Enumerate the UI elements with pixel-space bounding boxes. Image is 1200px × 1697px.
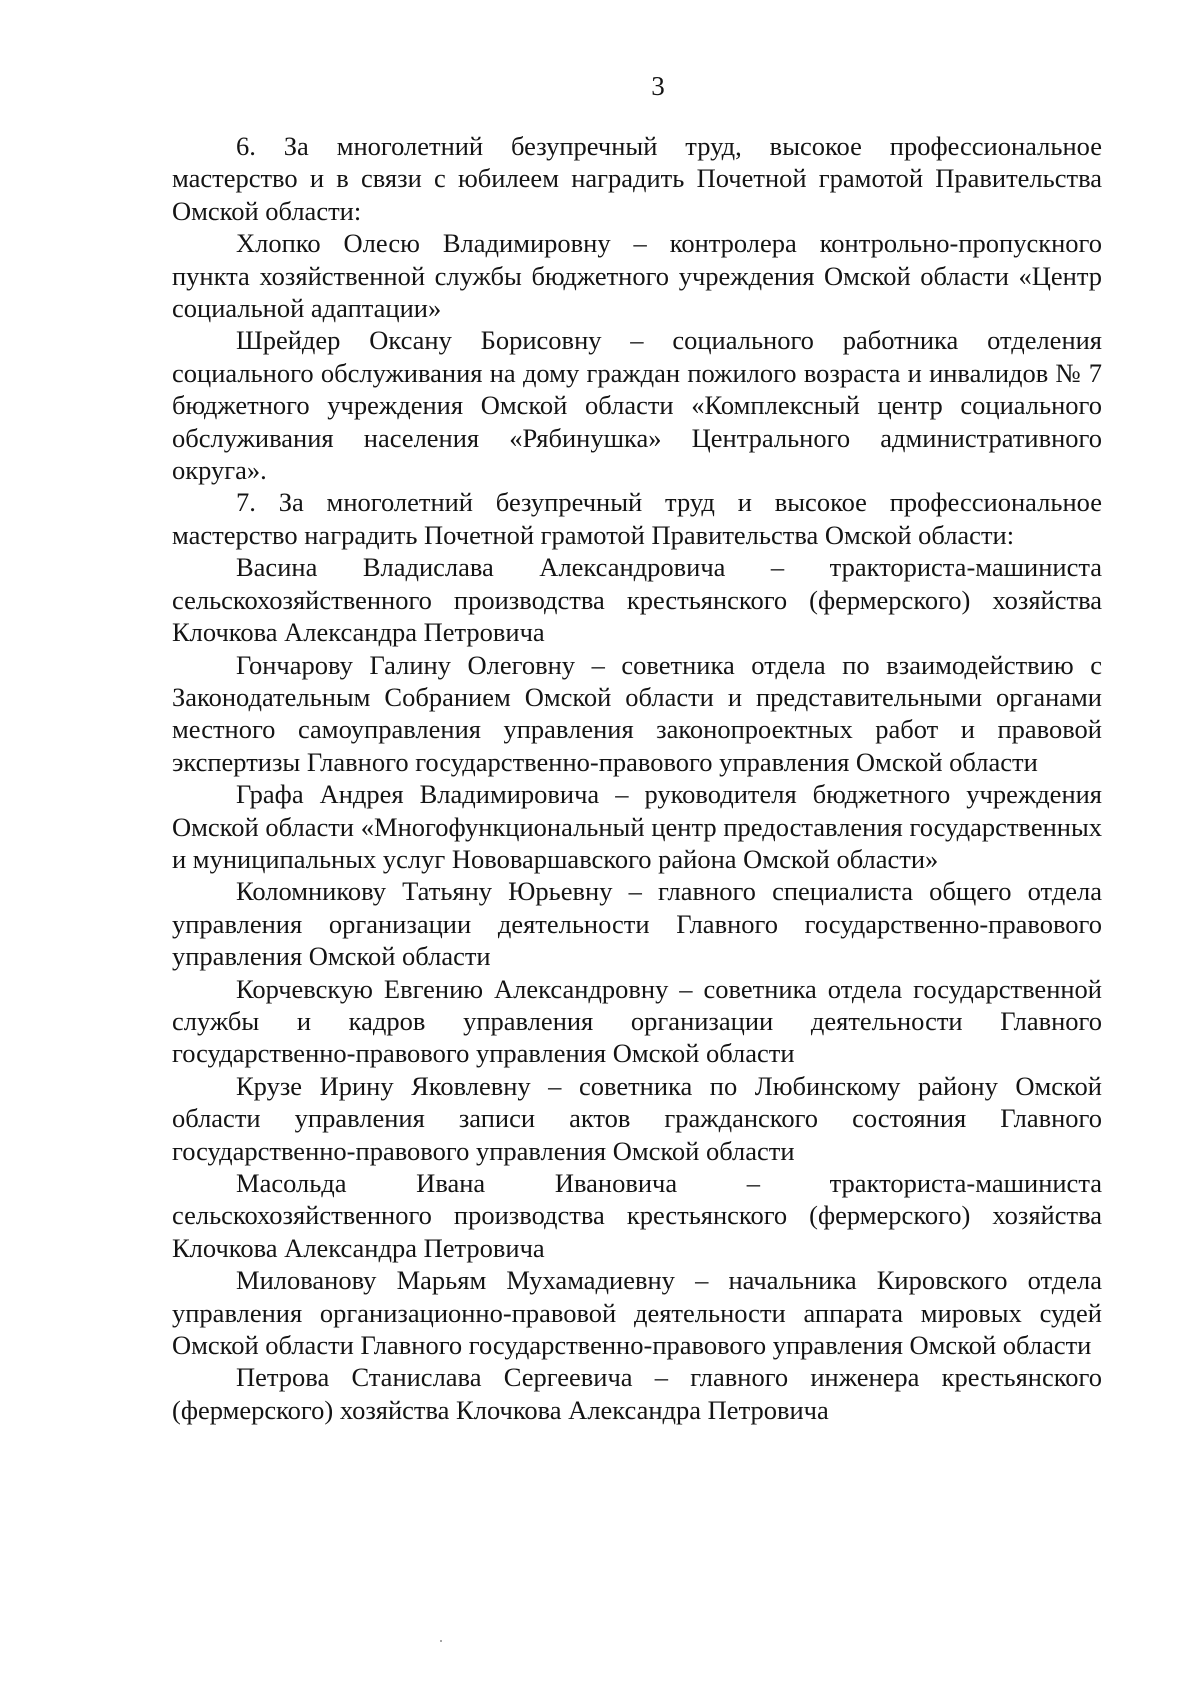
awardee-entry: Масольда Ивана Ивановича – тракториста-машиниста сельскохозяйственного производства крестьянского (фермерского) хозяйства Клочкова Александра Петровича: [172, 1168, 1102, 1263]
clause-6-intro: 6. За многолетний безупречный труд, высокое профессиональное мастерство и в связи с юбилеем наградить Почетной грамотой Правительства Омской области:: [172, 131, 1102, 226]
awardee-entry: Крузе Ирину Яковлевну – советника по Любинскому району Омской области управления записи актов гражданского состояния Главного государственно-правового управления Омской области: [172, 1070, 1102, 1166]
awardee-entry: Шрейдер Оксану Борисовну – социального работника отделения социального обслуживания на дому граждан пожилого возраста и инвалидов № 7 бюджетного учреждения Омской области «Комплексный центр социального обслуживания населения «Рябинушка» Центрального административного округа».: [172, 325, 1102, 486]
awardee-entry: Графа Андрея Владимировича – руководителя бюджетного учреждения Омской области «Многофункциональный центр предоставления государственных и муниципальных услуг Нововаршавского района Омской области»: [172, 779, 1102, 874]
document-body: [172, 130, 1102, 1426]
clause-7-intro: 7. За многолетний безупречный труд и высокое профессиональное мастерство наградить Почетной грамотой Правительства Омской области:: [172, 487, 1102, 550]
scan-speck: [440, 1640, 442, 1642]
awardee-entry: Хлопко Олесю Владимировну – контролера контрольно-пропускного пункта хозяйственной службы бюджетного учреждения Омской области «Центр социальной адаптации»: [172, 228, 1102, 324]
awardee-entry: Петрова Станислава Сергеевича – главного инженера крестьянского (фермерского) хозяйства Клочкова Александра Петровича: [172, 1362, 1102, 1425]
awardee-entry: Васина Владислава Александровича – тракториста-машиниста сельскохозяйственного производства крестьянского (фермерского) хозяйства Клочкова Александра Петровича: [172, 552, 1102, 648]
awardee-entry: Гончарову Галину Олеговну – советника отдела по взаимодействию с Законодательным Собранием Омской области и представительными органами местного самоуправления управления законопроектных работ и правовой экспертизы Главного государственно-правового управления Омской области: [172, 649, 1102, 777]
awardee-entry: Милованову Марьям Мухамадиевну – начальника Кировского отдела управления организационно-правовой деятельности аппарата мировых судей Омской области Главного государственно-правового управления Омской области: [172, 1265, 1102, 1361]
page-number: 3: [651, 71, 665, 101]
awardee-entry: Корчевскую Евгению Александровну – советника отдела государственной службы и кадров управления организации деятельности Главного государственно-правового управления Омской области: [172, 973, 1102, 1069]
awardee-entry: Коломникову Татьяну Юрьевну – главного специалиста общего отдела управления организации деятельности Главного государственно-правового управления Омской области: [172, 876, 1102, 972]
